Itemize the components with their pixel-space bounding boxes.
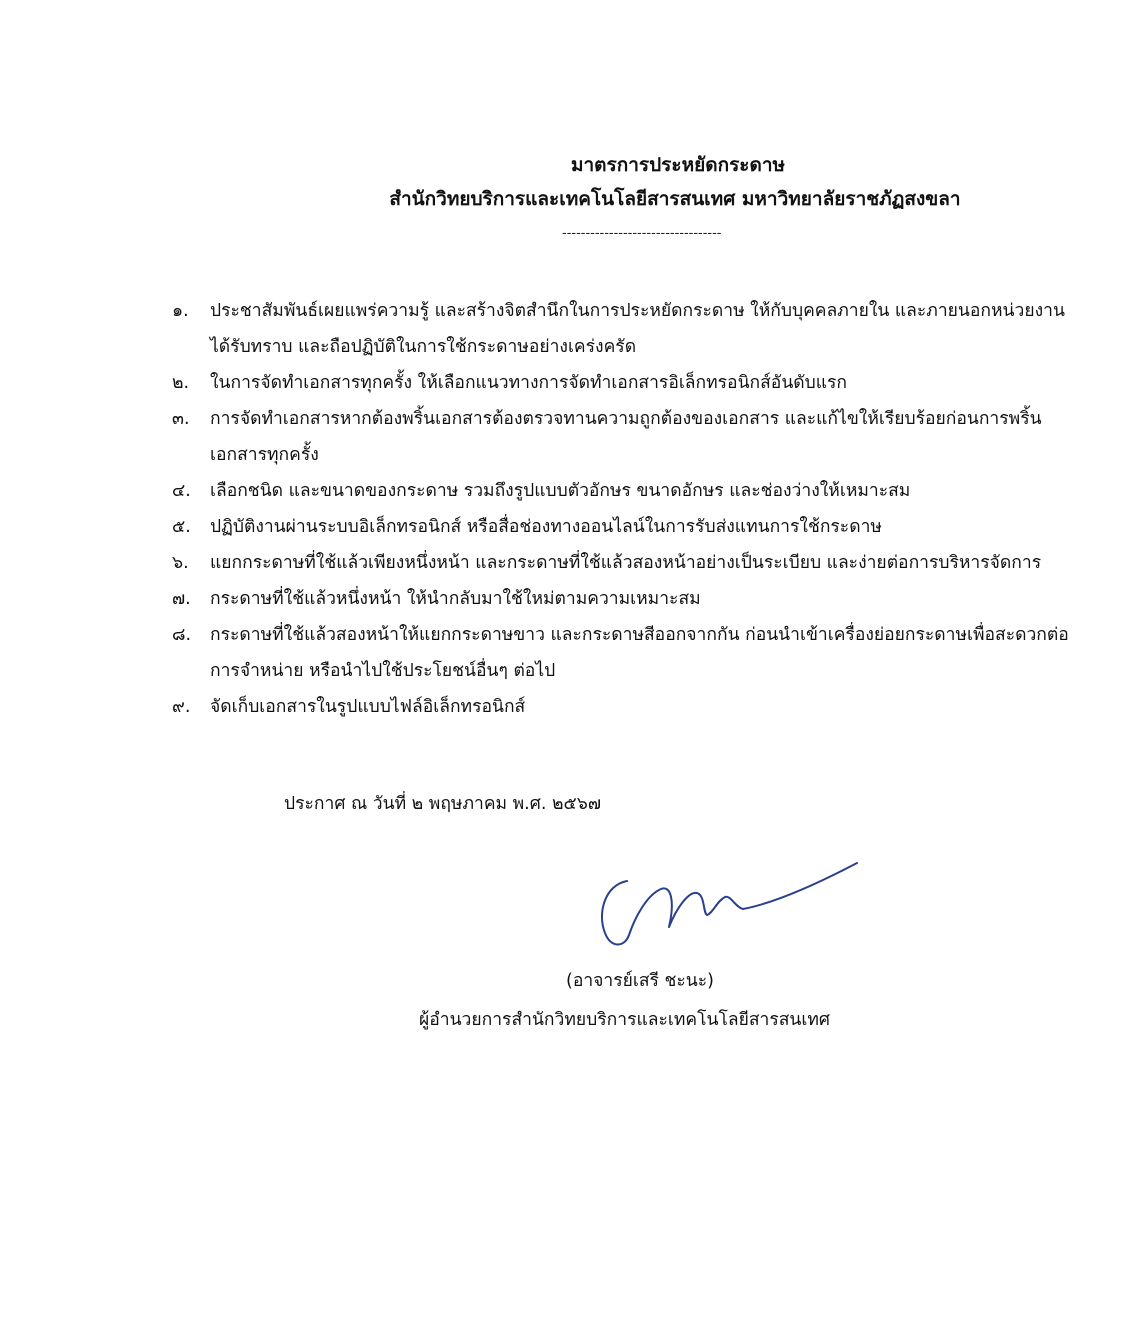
item-number: ๙. xyxy=(172,697,191,717)
item-number: ๑. xyxy=(172,301,189,321)
item-text: ในการจัดทำเอกสารทุกครั้ง ให้เลือกแนวทางการจัดทำเอกสารอิเล็กทรอนิกส์อันดับแรก xyxy=(210,373,848,393)
list-item xyxy=(172,545,1072,581)
item-text: ปฏิบัติงานผ่านระบบอิเล็กทรอนิกส์ หรือสื่อช่องทางออนไลน์ในการรับส่งแทนการใช้กระดาษ xyxy=(210,517,882,537)
signer-position: ผู้อำนวยการสำนักวิทยบริการและเทคโนโลยีสารสนเทศ xyxy=(419,1010,831,1030)
list-item xyxy=(172,581,1072,617)
item-number: ๘. xyxy=(172,625,192,645)
document-header xyxy=(0,148,1134,216)
list-item xyxy=(172,617,1072,689)
item-text: ประชาสัมพันธ์เผยแพร่ความรู้ และสร้างจิตสำนึกในการประหยัดกระดาษ ให้กับบุคคลภายใน และภายนอกหน่วยงานได้รับทราบ และถือปฏิบัติในการใช้กระดาษอย่างเคร่งครัด xyxy=(210,301,1065,357)
item-number: ๗. xyxy=(172,589,191,609)
list-item xyxy=(172,293,1072,365)
document-title: มาตรการประหยัดกระดาษ xyxy=(570,154,786,176)
item-number: ๔. xyxy=(172,481,191,501)
item-text: กระดาษที่ใช้แล้วสองหน้าให้แยกกระดาษขาว และกระดาษสีออกจากกัน ก่อนนำเข้าเครื่องย่อยกระดาษเพื่อสะดวกต่อการจำหน่าย หรือนำไปใช้ประโยชน์อื่นๆ ต่อไป xyxy=(210,625,1069,681)
item-number: ๕. xyxy=(172,517,191,537)
item-text: จัดเก็บเอกสารในรูปแบบไฟล์อิเล็กทรอนิกส์ xyxy=(210,697,526,717)
header-divider: ---------------------------------- xyxy=(562,226,722,241)
signer-name: (อาจารย์เสรี ชะนะ) xyxy=(566,971,714,991)
item-text: แยกกระดาษที่ใช้แล้วเพียงหนึ่งหน้า และกระดาษที่ใช้แล้วสองหน้าอย่างเป็นระเบียบ และง่ายต่อการบริหารจัดการ xyxy=(210,553,1042,573)
handwritten-signature xyxy=(595,855,865,955)
list-item xyxy=(172,689,1072,725)
item-text: กระดาษที่ใช้แล้วหนึ่งหน้า ให้นำกลับมาใช้ใหม่ตามความเหมาะสม xyxy=(210,589,701,609)
item-text: การจัดทำเอกสารหากต้องพริ้นเอกสารต้องตรวจทานความถูกต้องของเอกสาร และแก้ไขให้เรียบร้อยก่อนการพริ้นเอกสารทุกครั้ง xyxy=(210,409,1042,465)
item-text: เลือกชนิด และขนาดของกระดาษ รวมถึงรูปแบบตัวอักษร ขนาดอักษร และช่องว่างให้เหมาะสม xyxy=(210,481,911,501)
list-item xyxy=(172,401,1072,473)
signature-stroke xyxy=(602,863,857,945)
organization-name: สำนักวิทยบริการและเทคโนโลยีสารสนเทศ มหาวิทยาลัยราชภัฏสงขลา xyxy=(389,188,961,210)
item-number: ๒. xyxy=(172,373,190,393)
list-item xyxy=(172,365,1072,401)
list-item xyxy=(172,473,1072,509)
announcement-date: ประกาศ ณ วันที่ ๒ พฤษภาคม พ.ศ. ๒๕๖๗ xyxy=(284,794,601,814)
list-item xyxy=(172,509,1072,545)
item-number: ๖. xyxy=(172,553,189,573)
item-number: ๓. xyxy=(172,409,190,429)
measures-list xyxy=(172,293,1072,725)
